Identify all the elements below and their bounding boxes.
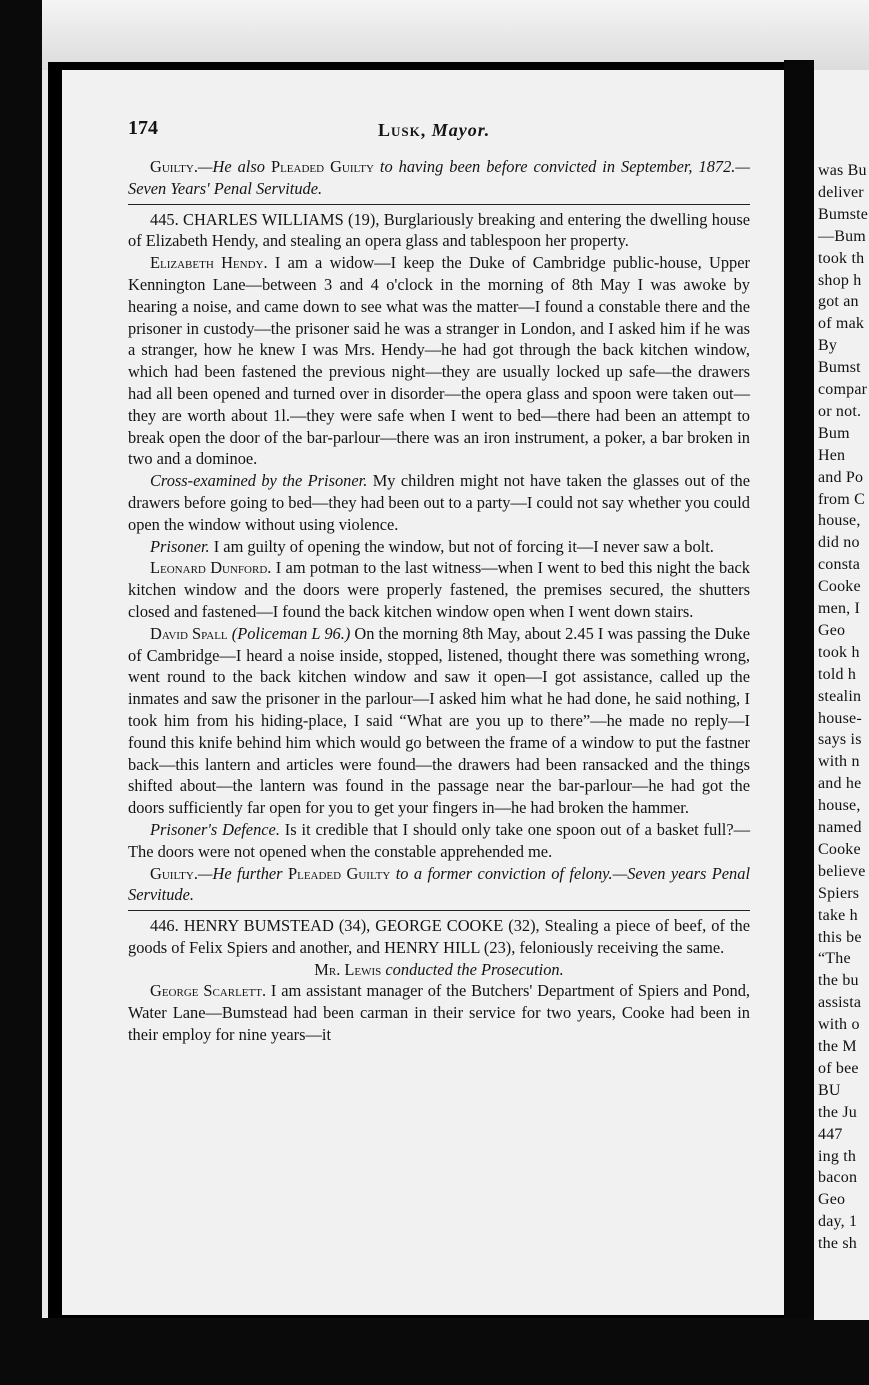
scan-background-top — [0, 0, 869, 70]
facing-page-line: Geo — [818, 1191, 846, 1209]
facing-page-line: Geo — [818, 621, 846, 639]
book-gutter — [784, 60, 814, 1322]
case-446-heading: 446. HENRY BUMSTEAD (34), GEORGE COOKE (32), Stealing a piece of beef, of the goods of Felix Spiers and another, and HENRY HILL (23), feloniously receiving the same. — [128, 916, 750, 957]
facing-page-line: or not. — [818, 402, 862, 420]
facing-page-line: was Bu — [818, 162, 867, 179]
facing-page-line: deliver — [818, 183, 864, 201]
facing-page-line: took th — [818, 249, 865, 267]
prosecution-note: Mr. Lewis conducted the Prosecution. — [314, 959, 564, 979]
facing-page-line: got an — [818, 293, 859, 311]
facing-page-line: 447 — [818, 1125, 843, 1143]
case-445-heading: 445. CHARLES WILLIAMS (19), Burglariously breaking and entering the dwelling house of Elizabeth Hendy, and stealing an opera glass and tablespoon her property. — [128, 209, 750, 251]
page-content — [128, 118, 750, 1046]
page-number: 174 — [128, 117, 158, 139]
facing-page-line: of bee — [818, 1059, 859, 1077]
facing-page-line: Hen — [818, 446, 846, 464]
facing-page-line: consta — [818, 556, 861, 574]
facing-page-line: By — [818, 337, 838, 355]
facing-page-line: stealin — [818, 687, 862, 705]
running-head: Lusk, Mayor. — [378, 120, 491, 140]
facing-page-line: of mak — [818, 315, 865, 333]
facing-page-fragment — [814, 70, 869, 1320]
facing-page-line: Bum — [818, 424, 850, 442]
scan-border-bottom — [0, 1318, 869, 1385]
testimony-hendy: Elizabeth Hendy. I am a widow—I keep the Duke of Cambridge public-house, Upper Kennington Lane—between 3 and 4 o'clock in the morning of 8th May I was awoke by hearing a noise, and came down to see what was the matter—I found a constable there and the prisoner in custody—the prisoner said he was a stranger in London, and I asked him if he was a stranger, how he knew I was Mrs. Hendy—he had got through the back kitchen window, which had been fastened the previous night—they are usually locked up safe—the drawers had all been opened and turned over in disorder—the opera glass and spoon were taken out—they are worth about 1l.—they were safe when I went to bed—there had been an attempt to break open the door of the bar-parlour—there was an iron instrument, a poker, a bar broken in two and a dominoe. — [128, 253, 750, 469]
prior-verdict: Guilty.—He also Pleaded Guilty to having been before convicted in September, 1872.—Seven Years' Penal Servitude. — [128, 157, 750, 198]
facing-page-line: Cooke — [818, 840, 861, 858]
verdict-445: Guilty.—He further Pleaded Guilty to a former conviction of felony.—Seven years Penal Servitude. — [128, 863, 750, 905]
testimony-scarlett: George Scarlett. I am assistant manager of the Butchers' Department of Spiers and Pond, Water Lane—Bumstead had been carman in their service for two years, Cooke had been in their employ for nine years—it — [128, 981, 750, 1045]
prisoner-statement: Prisoner. I am guilty of opening the window, but not of forcing it—I never saw a bolt. — [150, 536, 714, 556]
testimony-spall: David Spall (Policeman L 96.) On the morning 8th May, about 2.45 I was passing the Duke of Cambridge—I heard a noise inside, stopped, listened, thought there was something wrong, went round to the back kitchen window and saw it open—I got assistance, called up the inmates and saw the prisoner in the parlour—I asked him what he had done, he said nothing, I took him from his hiding-place, I said “What are you up to there”—he made no reply—I found this knife behind him which would go between the frame of a window to put the fastner back—this lantern and articles were found—the drawers had been ransacked and the things shifted about—the lantern was found in the passage near the bar-parlour—he had got the doors sufficiently far open for you to get your fingers in—he had broken the hammer. — [128, 623, 750, 818]
facing-page-line: and he — [818, 775, 862, 793]
facing-page-line: compar — [818, 381, 868, 398]
facing-page-line: assista — [818, 994, 862, 1012]
prisoner-defence: Prisoner's Defence. Is it credible that I should only take one spoon out of a basket full?—The doors were not opened when the constable apprehended me. — [128, 819, 750, 861]
facing-page-line: with o — [818, 1016, 860, 1034]
facing-page-line: take h — [818, 906, 858, 924]
facing-page-line: says is — [818, 731, 862, 749]
facing-page-line: Spiers — [818, 884, 860, 902]
section-rule — [128, 204, 750, 205]
facing-page-line: named — [818, 819, 862, 836]
testimony-dunford: Leonard Dunford. I am potman to the last witness—when I went to bed this night the back kitchen window and the doors were properly fastened, the premises secured, the shutters closed and fastened—I found the back kitchen window open when I went down stairs. — [128, 558, 750, 621]
facing-page-line: the Ju — [818, 1103, 857, 1121]
facing-page-line: house, — [818, 797, 861, 815]
page-header — [128, 118, 750, 156]
facing-page-line: Bumst — [818, 359, 861, 377]
facing-page-line: men, I — [818, 600, 861, 617]
facing-page-line: told h — [818, 665, 857, 683]
facing-page-line: took h — [818, 643, 860, 661]
facing-page-line: this be — [818, 928, 862, 946]
facing-page-line: —Bum — [818, 227, 866, 245]
facing-page-line: believe — [818, 862, 866, 880]
facing-page-line: ing th — [818, 1147, 857, 1165]
facing-page-line: “The — [818, 950, 851, 968]
facing-page-line: with n — [818, 753, 860, 771]
facing-page-line: day, 1 — [818, 1213, 858, 1231]
facing-page-line: BU — [818, 1081, 841, 1099]
facing-page-line: house, — [818, 512, 861, 530]
facing-page-line: and Po — [818, 468, 864, 486]
facing-page-line: the sh — [818, 1235, 857, 1253]
facing-page-line: the M — [818, 1038, 857, 1055]
facing-page-line: bacon — [818, 1169, 858, 1187]
facing-page-line: Bumste — [818, 205, 869, 223]
section-rule — [128, 910, 750, 911]
facing-page-line: shop h — [818, 271, 862, 289]
cross-examination: Cross-examined by the Prisoner. My children might not have taken the glasses out of the drawers before going to bed—they had been out to a party—I could not say whether you could open the window without using violence. — [128, 471, 750, 534]
facing-page-line: Cooke — [818, 578, 861, 596]
scan-border-left — [0, 0, 42, 1385]
facing-page-line: did no — [818, 534, 860, 552]
facing-page-line: house- — [818, 709, 862, 727]
facing-page-line: the bu — [818, 972, 859, 990]
facing-page-line: from C — [818, 490, 865, 508]
